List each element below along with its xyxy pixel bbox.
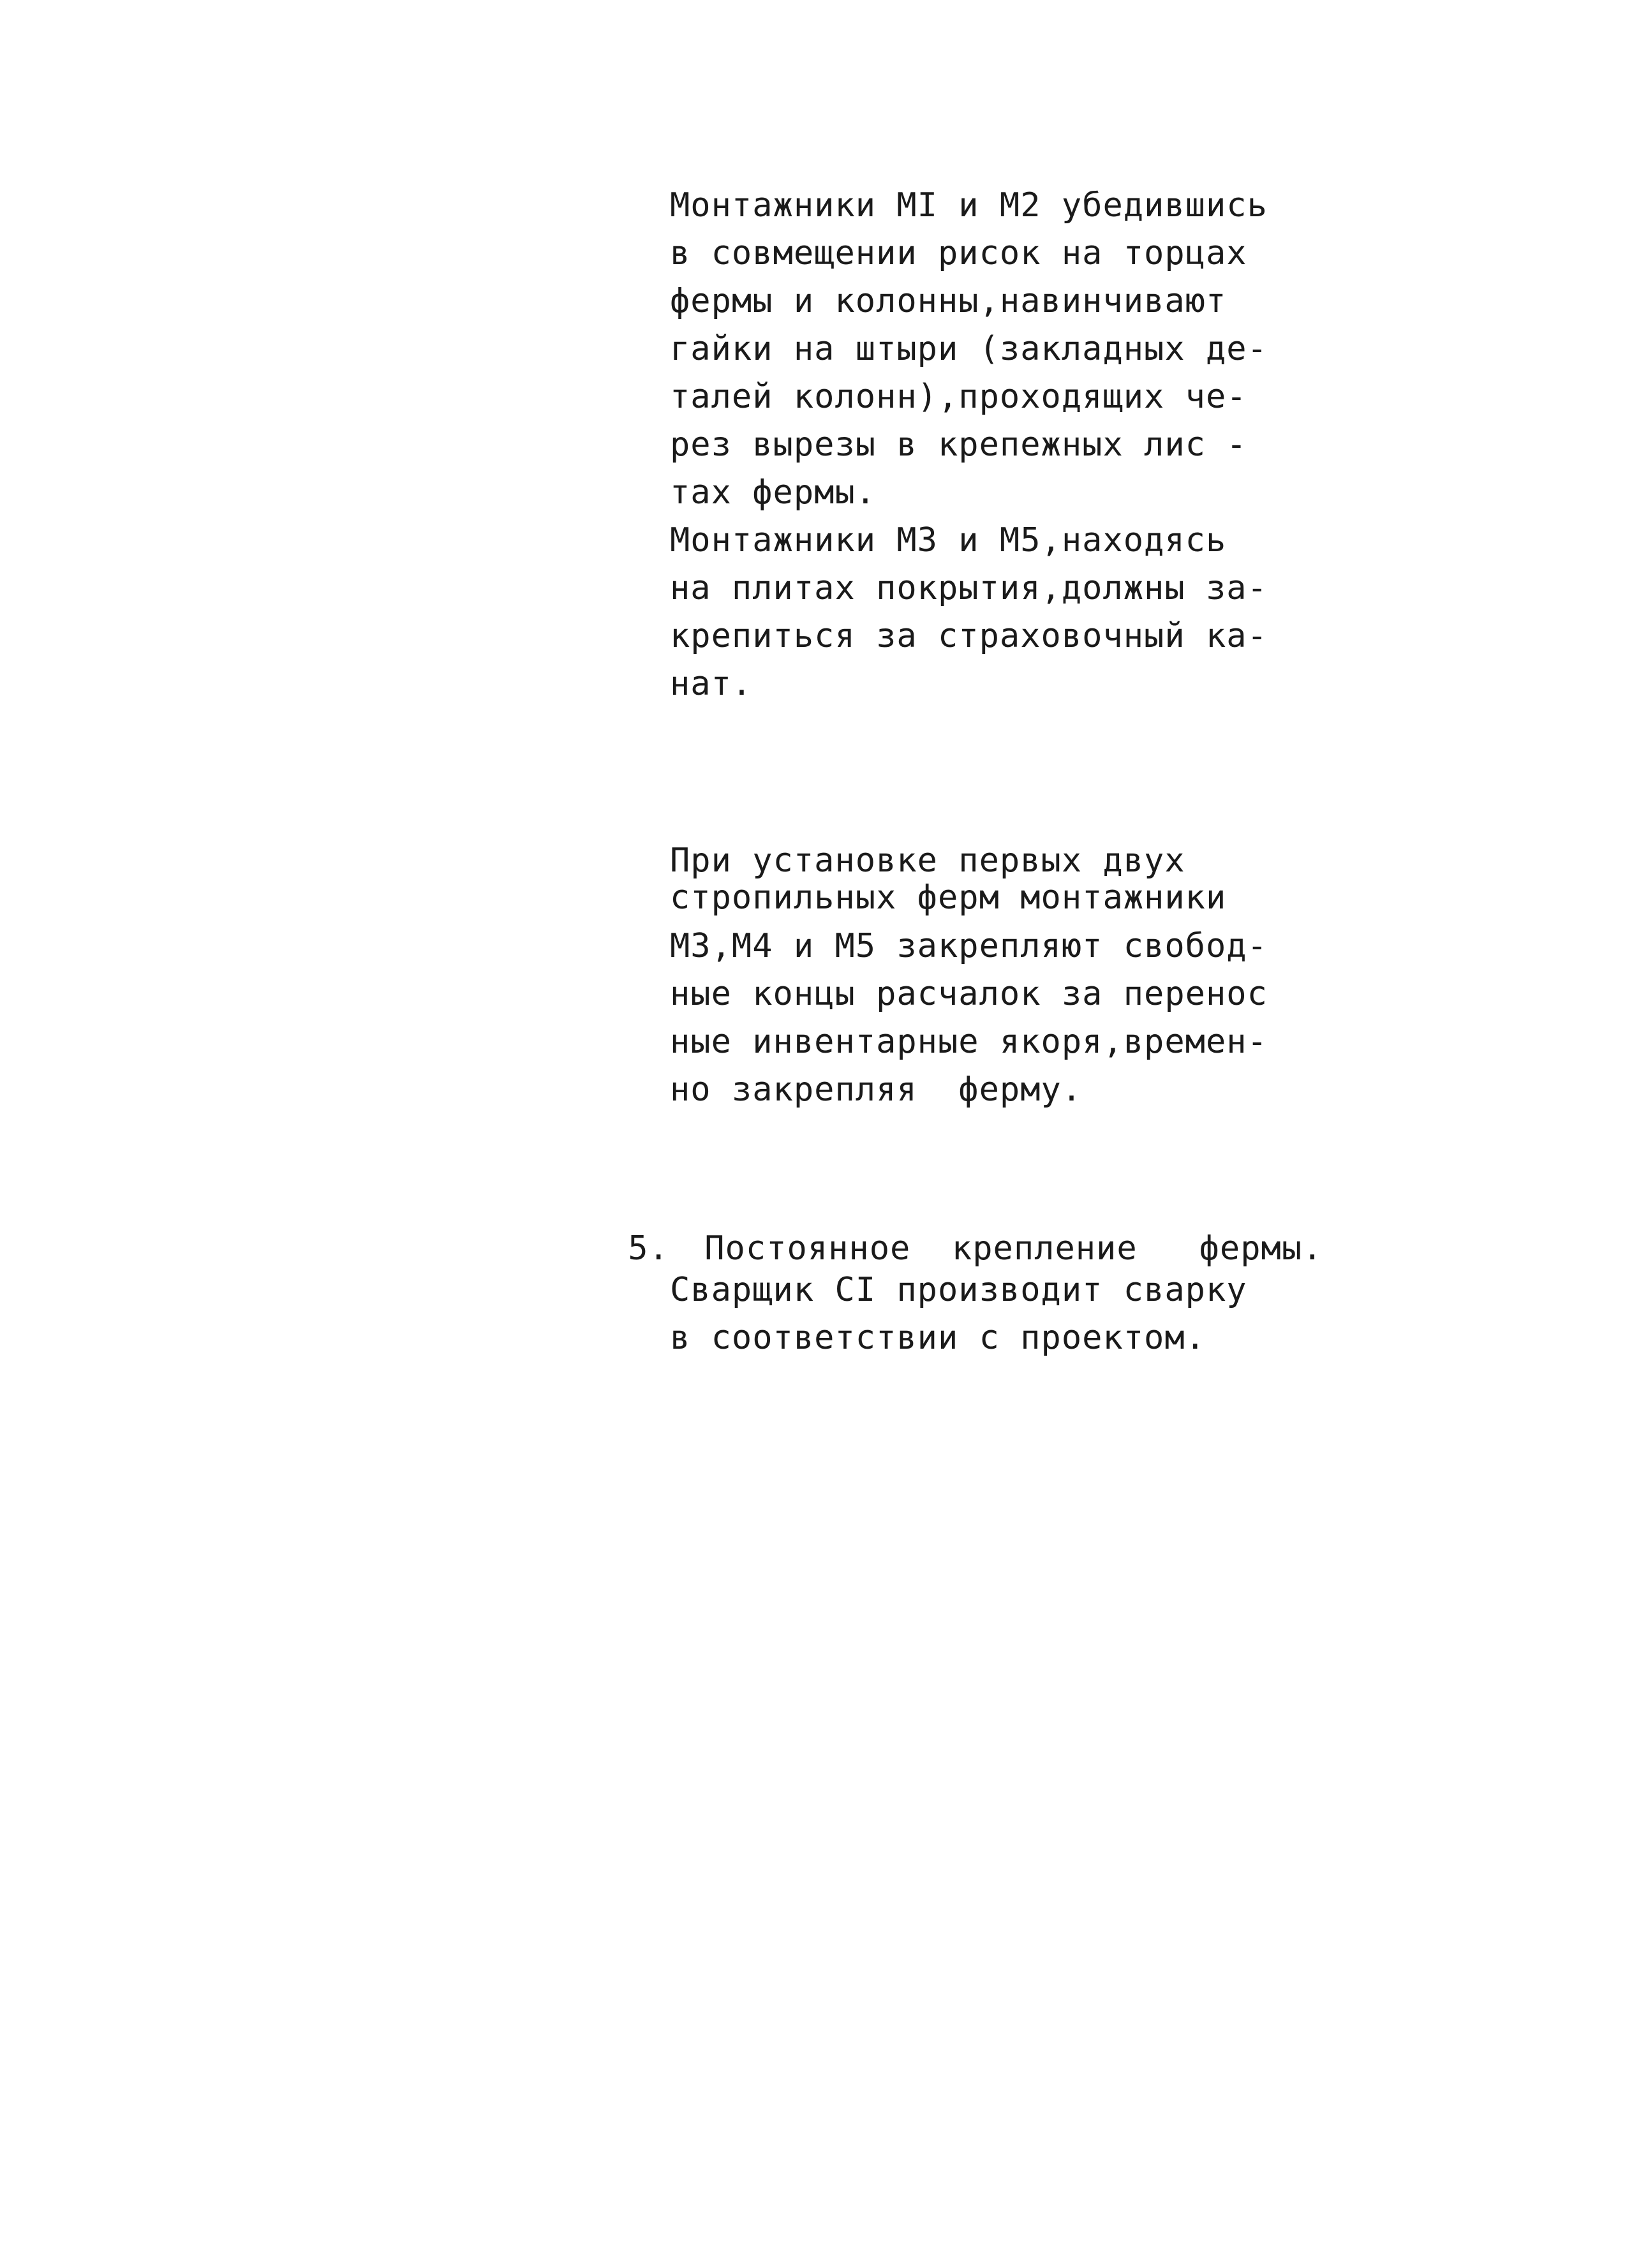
text-line: фермы и колонны,навинчивают <box>670 282 1227 320</box>
text-line: Монтажники МI и М2 убедившись <box>670 186 1268 225</box>
text-line: ные инвентарные якоря,времен- <box>670 1023 1268 1061</box>
text-line: рез вырезы в крепежных лис - <box>670 426 1247 464</box>
text-line: При установке первых двух <box>670 841 1185 880</box>
section-title: Постоянное крепление фермы. <box>704 1229 1323 1268</box>
text-line: нат. <box>670 665 753 703</box>
paragraph-welding <box>670 1266 1247 1362</box>
text-line: в соответствии с проектом. <box>670 1319 1206 1357</box>
text-line: гайки на штыри (закладных де- <box>670 330 1268 368</box>
paragraph-temporary-anchoring <box>670 842 1268 1114</box>
text-line: на плитах покрытия,должны за- <box>670 569 1268 607</box>
paragraph-assembly-fastening <box>670 182 1268 708</box>
section-number: 5. <box>628 1229 669 1268</box>
text-line: М3,М4 и М5 закрепляют свобод- <box>670 927 1268 965</box>
text-line: в совмещении рисок на торцах <box>670 234 1247 272</box>
text-line: но закрепляя ферму. <box>670 1071 1083 1109</box>
text-line: Монтажники М3 и М5,находясь <box>670 521 1227 560</box>
text-line: Сварщик СI производит сварку <box>670 1271 1247 1309</box>
text-line: стропильных ферм монтажники <box>670 878 1227 917</box>
text-line: талей колонн),проходящих че- <box>670 378 1247 416</box>
text-line: крепиться за страховочный ка- <box>670 617 1268 655</box>
text-line: ные концы расчалок за перенос <box>670 975 1268 1013</box>
text-line: тах фермы. <box>670 473 877 512</box>
